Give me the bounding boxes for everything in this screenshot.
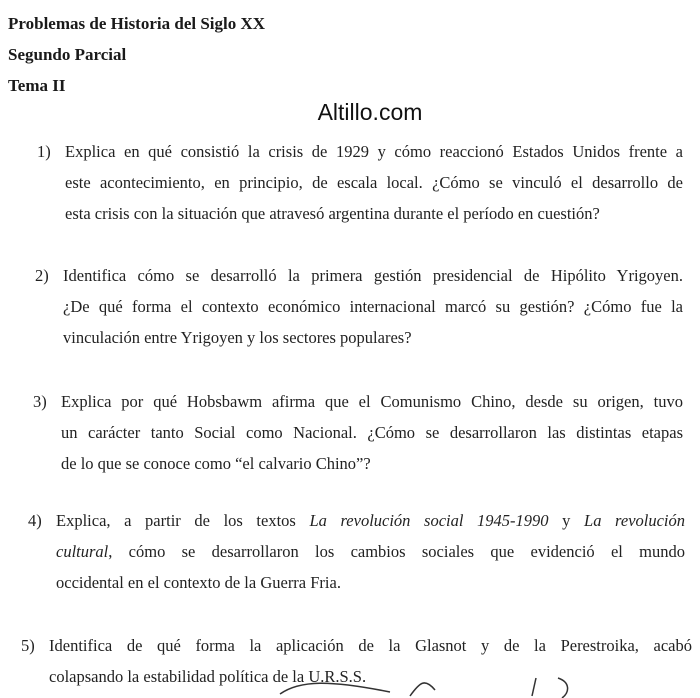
watermark: Altillo.com [317, 99, 423, 125]
question-line: colapsando la estabilidad política de la U.R.S.S. [49, 667, 367, 686]
question-line: Identifica de qué forma la aplicación de la Glasnot y de la Perestroika, acabó [49, 636, 692, 655]
question-number: 2) [35, 266, 49, 285]
question-number: 4) [28, 511, 42, 530]
book-title: La revolución social 1945-1990 [309, 511, 549, 530]
handwritten-mark [270, 672, 590, 698]
question-line: Identifica cómo se desarrolló la primera gestión presidencial de Hipólito Yrigoyen. [63, 266, 683, 285]
book-title: cultural [56, 542, 109, 561]
question-4 [28, 505, 686, 598]
exam-header [8, 8, 265, 101]
question-line: de lo que se conoce como “el calvario Chino”? [61, 454, 371, 473]
question-2 [35, 260, 683, 353]
book-title: La revolución [584, 511, 686, 530]
question-1 [37, 136, 683, 229]
question-line: Explica en qué consistió la crisis de 1929 y cómo reaccionó Estados Unidos frente a [65, 142, 683, 161]
question-line: vinculación entre Yrigoyen y los sectores populares? [63, 328, 412, 347]
question-line: un carácter tanto Social como Nacional. ¿Cómo se desarrollaron las distintas etapas [61, 423, 683, 442]
exam-title: Segundo Parcial [8, 45, 127, 64]
question-3 [33, 386, 683, 479]
question-line: Explica por qué Hobsbawm afirma que el Comunismo Chino, desde su origen, tuvo [61, 392, 683, 411]
question-line: esta crisis con la situación que atravesó argentina durante el período en cuestión? [65, 204, 600, 223]
question-number: 3) [33, 392, 47, 411]
question-number: 1) [37, 142, 51, 161]
question-line: cultural, cómo se desarrollaron los cambios sociales que evidenció el mundo [56, 542, 685, 561]
question-number: 5) [21, 636, 35, 655]
course-title: Problemas de Historia del Siglo XX [8, 14, 266, 33]
question-line: occidental en el contexto de la Guerra Fria. [56, 573, 341, 592]
question-line: este acontecimiento, en principio, de escala local. ¿Cómo se vinculó el desarrollo de [65, 173, 683, 192]
question-line: Explica, a partir de los textos La revolución social 1945-1990 y La revolución [56, 511, 686, 530]
question-line: ¿De qué forma el contexto económico internacional marcó su gestión? ¿Cómo fue la [63, 297, 683, 316]
topic-title: Tema II [8, 76, 66, 95]
